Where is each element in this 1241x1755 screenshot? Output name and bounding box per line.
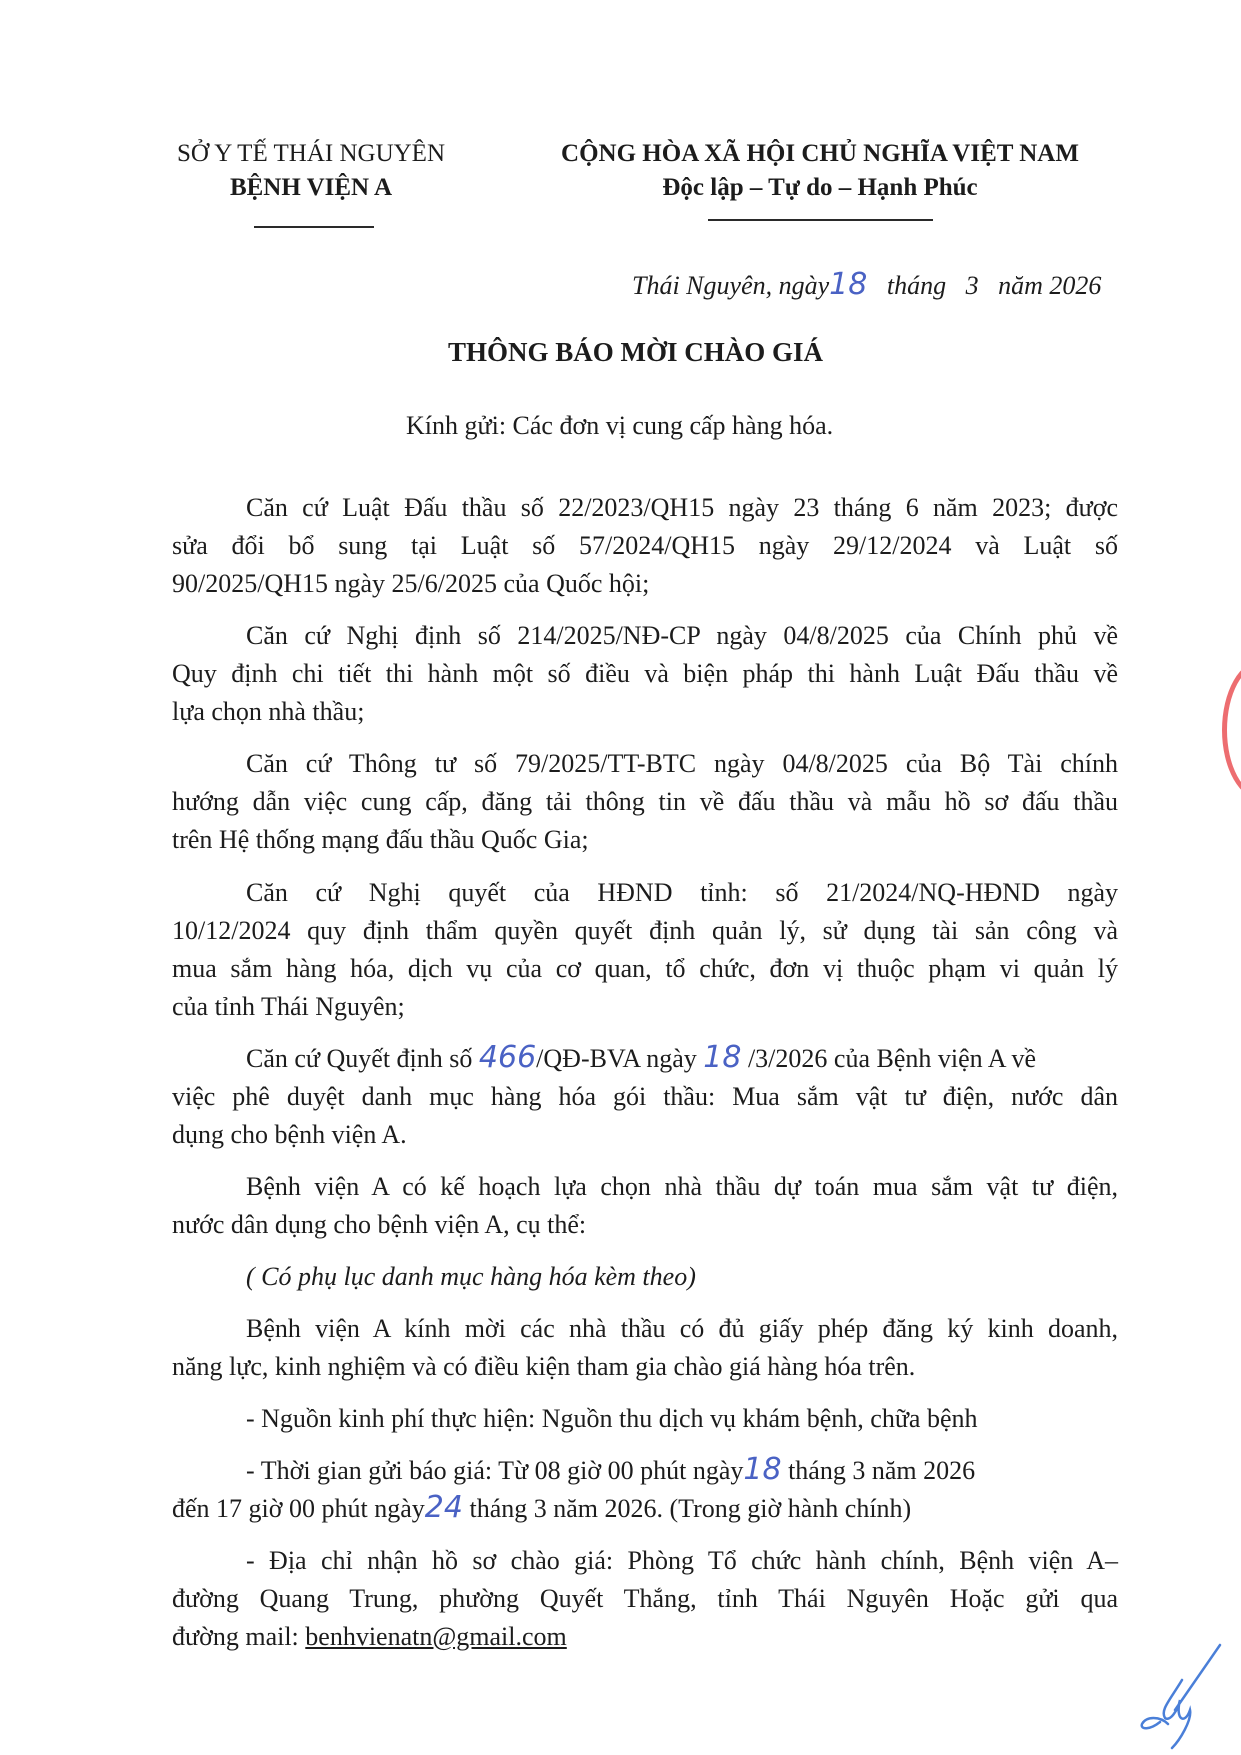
quote-period-end-month: tháng 3 năm 2026. (Trong giờ hành chính) bbox=[462, 1494, 912, 1523]
para3-line1: Căn cứ Thông tư số 79/2025/TT-BTC ngày 04/8/2025 của Bộ Tài chính bbox=[246, 749, 1118, 778]
quote-period-start-month: tháng 3 năm 2026 bbox=[788, 1456, 976, 1485]
para2-line1: Căn cứ Nghị định số 214/2025/NĐ-CP ngày 04/8/2025 của Chính phủ về bbox=[246, 621, 1118, 650]
document-title: THÔNG BÁO MỜI CHÀO GIÁ bbox=[448, 337, 824, 367]
para5-text-a: Căn cứ Quyết định số bbox=[246, 1044, 479, 1073]
quote-period-end-text: đến 17 giờ 00 phút ngày bbox=[172, 1494, 425, 1523]
address-line2: đường Quang Trung, phường Quyết Thắng, tỉnh Thái Nguyên Hoặc gửi qua bbox=[172, 1584, 1118, 1613]
handwritten-decision-day: 18 bbox=[703, 1040, 742, 1075]
org-underline bbox=[254, 226, 374, 228]
para3-line3: trên Hệ thống mạng đấu thầu Quốc Gia; bbox=[172, 825, 589, 854]
signature-stroke bbox=[1142, 1645, 1220, 1748]
para6-line2: nước dân dụng cho bệnh viện A, cụ thể: bbox=[172, 1210, 587, 1239]
dateline-month: 3 bbox=[965, 271, 979, 300]
para5-text-c: /3/2026 của Bệnh viện A về bbox=[741, 1044, 1037, 1073]
email-link[interactable]: benhvienatn@gmail.com bbox=[305, 1622, 567, 1651]
motto-underline bbox=[708, 219, 933, 221]
org-name: BỆNH VIỆN A bbox=[229, 174, 393, 201]
para5-line2: việc phê duyệt danh mục hàng hóa gói thầu: Mua sắm vật tư điện, nước dân bbox=[172, 1082, 1118, 1111]
dateline bbox=[632, 267, 1102, 302]
appendix-note: ( Có phụ lục danh mục hàng hóa kèm theo) bbox=[246, 1262, 696, 1291]
dateline-prefix: Thái Nguyên, ngày bbox=[632, 271, 830, 300]
country-name: CỘNG HÒA XÃ HỘI CHỦ NGHĨA VIỆT NAM bbox=[561, 140, 1079, 167]
para8-line2: năng lực, kinh nghiệm và có điều kiện tham gia chào giá hàng hóa trên. bbox=[172, 1352, 916, 1381]
dateline-month-label: tháng bbox=[886, 271, 947, 300]
para8-line1: Bệnh viện A kính mời các nhà thầu có đủ giấy phép đăng ký kinh doanh, bbox=[246, 1314, 1118, 1343]
para5-line3: dụng cho bệnh viện A. bbox=[172, 1120, 407, 1149]
quote-period-start-text: - Thời gian gửi báo giá: Từ 08 giờ 00 phút ngày bbox=[246, 1456, 744, 1485]
org-parent: SỞ Y TẾ THÁI NGUYÊN bbox=[176, 140, 446, 167]
para1-line3: 90/2025/QH15 ngày 25/6/2025 của Quốc hội; bbox=[172, 569, 650, 598]
handwritten-start-day: 18 bbox=[743, 1452, 782, 1487]
para4-line3: mua sắm hàng hóa, dịch vụ của cơ quan, tổ chức, đơn vị thuộc phạm vi quản lý bbox=[172, 954, 1118, 983]
para5-text-b: /QĐ-BVA ngày bbox=[536, 1044, 704, 1073]
email-label: đường mail: bbox=[172, 1622, 306, 1651]
para2-line3: lựa chọn nhà thầu; bbox=[172, 697, 365, 726]
para1-line1: Căn cứ Luật Đấu thầu số 22/2023/QH15 ngày 23 tháng 6 năm 2023; được bbox=[246, 493, 1118, 522]
para1-line2: sửa đổi bổ sung tại Luật số 57/2024/QH15 ngày 29/12/2024 và Luật số bbox=[172, 531, 1118, 560]
red-stamp bbox=[1222, 660, 1241, 800]
handwritten-day: 18 bbox=[829, 267, 868, 302]
para5-line1 bbox=[246, 1040, 1118, 1078]
address-line1: - Địa chỉ nhận hồ sơ chào giá: Phòng Tổ chức hành chính, Bệnh viện A– bbox=[246, 1546, 1118, 1575]
para2-line2: Quy định chi tiết thi hành một số điều và biện pháp thi hành Luật Đấu thầu về bbox=[172, 659, 1118, 688]
signature-initials bbox=[1120, 1640, 1230, 1750]
handwritten-end-day: 24 bbox=[424, 1490, 463, 1525]
para6-line1: Bệnh viện A có kế hoạch lựa chọn nhà thầu dự toán mua sắm vật tư điện, bbox=[246, 1172, 1118, 1201]
national-motto: Độc lập – Tự do – Hạnh Phúc bbox=[662, 174, 978, 201]
para3-line2: hướng dẫn việc cung cấp, đăng tải thông tin về đấu thầu và mẫu hồ sơ đấu thầu bbox=[172, 787, 1118, 816]
para4-line1: Căn cứ Nghị quyết của HĐND tỉnh: số 21/2024/NQ-HĐND ngày bbox=[246, 878, 1118, 907]
para4-line2: 10/12/2024 quy định thẩm quyền quyết định quản lý, sử dụng tài sản công và bbox=[172, 916, 1118, 945]
funding-source: - Nguồn kinh phí thực hiện: Nguồn thu dịch vụ khám bệnh, chữa bệnh bbox=[246, 1404, 978, 1433]
quote-period-line2 bbox=[172, 1490, 1118, 1528]
address-line3 bbox=[172, 1618, 1118, 1656]
quote-period-line1 bbox=[246, 1452, 1118, 1490]
handwritten-decision-number: 466 bbox=[478, 1040, 537, 1075]
para4-line4: của tỉnh Thái Nguyên; bbox=[172, 992, 405, 1021]
dateline-year: năm 2026 bbox=[998, 271, 1102, 300]
recipient-line: Kính gửi: Các đơn vị cung cấp hàng hóa. bbox=[406, 411, 834, 440]
